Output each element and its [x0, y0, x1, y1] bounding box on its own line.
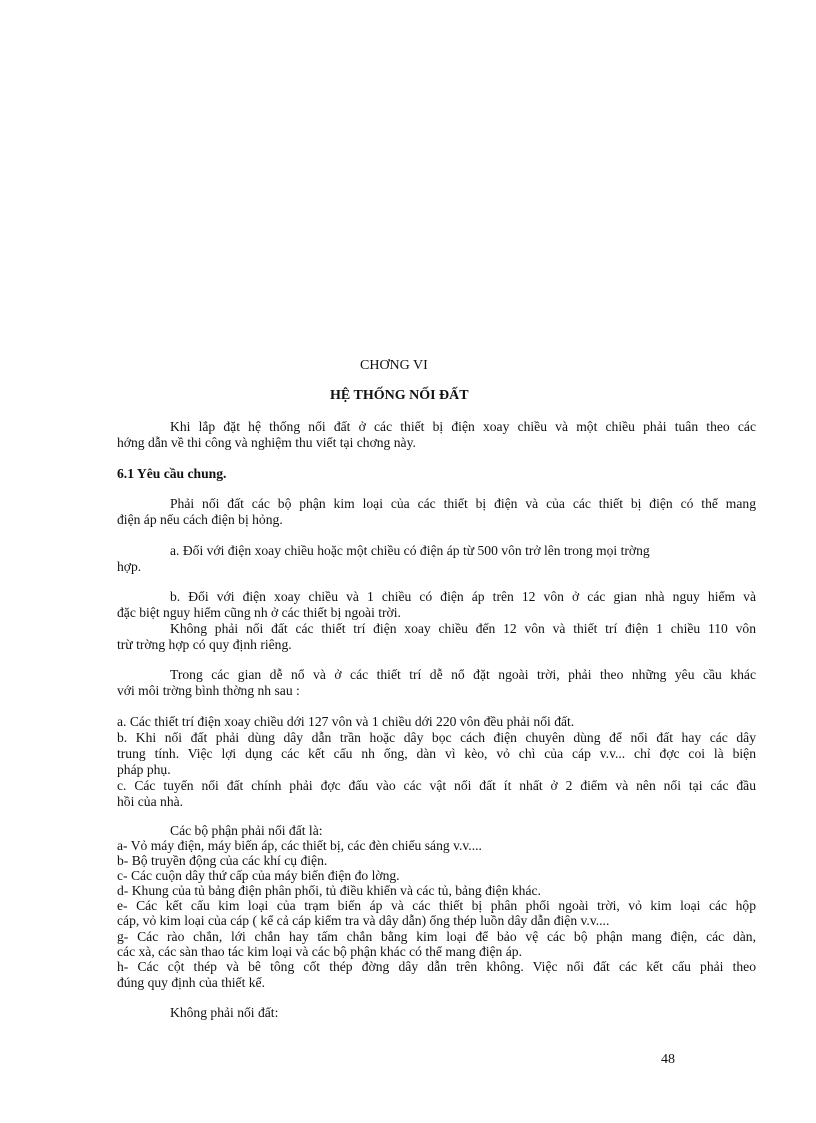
item-b-line-2: đặc biệt nguy hiểm cũng nh ở các thiết bị ngoài trời.	[117, 605, 401, 620]
explosive-item-b-line-3: pháp phụ.	[117, 762, 171, 777]
parts-item-h-line-1: h- Các cột thép và bê tông cốt thép đờng dây dẫn trên không. Việc nối đất các kết cấu phải theo	[117, 959, 756, 974]
intro-line-1: Khi lắp đặt hệ thống nối đất ở các thiết bị điện xoay chiều và một chiều phải tuân theo các	[170, 419, 756, 434]
parts-item-c: c- Các cuộn dây thứ cấp của máy biến điện đo lờng.	[117, 868, 400, 883]
paragraph-1-line-2: điện áp nếu cách điện bị hỏng.	[117, 512, 283, 527]
exception-line-2: trừ trờng hợp có quy định riêng.	[117, 637, 292, 652]
page-number: 48	[661, 1052, 675, 1067]
explosive-line-2: với môi trờng bình thờng nh sau :	[117, 683, 300, 698]
parts-item-g-line-2: các xà, các sàn thao tác kim loại và các bộ phận khác có thể mang điện áp.	[117, 944, 522, 959]
explosive-item-c-line-1: c. Các tuyến nối đất chính phải đợc đấu vào các vật nối đất ít nhất ở 2 điểm và nên nối tại các đầu	[117, 778, 756, 793]
parts-intro: Các bộ phận phải nối đất là:	[170, 823, 323, 838]
parts-item-e-line-2: cáp, vỏ kim loại của cáp ( kể cả cáp kiểm tra và dây dẫn) ống thép luồn dây dẫn điện v.v....	[117, 913, 610, 928]
chapter-number: CHƠNG VI	[360, 358, 428, 373]
not-grounded-heading: Không phải nối đất:	[170, 1005, 279, 1020]
parts-item-h-line-2: đúng quy định của thiết kế.	[117, 975, 265, 990]
explosive-item-b-line-1: b. Khi nối đất phải dùng dây dẫn trần hoặc dây bọc cách điện chuyên dùng để nối đất hay các dây	[117, 730, 756, 745]
intro-line-2: hớng dẫn về thi công và nghiệm thu viết tại chơng này.	[117, 435, 416, 450]
parts-item-a: a- Vỏ máy điện, máy biến áp, các thiết bị, các đèn chiếu sáng v.v....	[117, 838, 482, 853]
parts-item-e-line-1: e- Các kết cấu kim loại của trạm biến áp và các thiết bị phân phối ngoài trời, vỏ kim loại các hộp	[117, 898, 756, 913]
explosive-item-b-line-2: trung tính. Việc lợi dụng các kết cấu nh ống, dàn vì kèo, vỏ chì của cáp v.v... chỉ đợc coi là biện	[117, 746, 756, 761]
explosive-item-c-line-2: hồi của nhà.	[117, 794, 184, 809]
explosive-line-1: Trong các gian dễ nổ và ở các thiết trí dễ nổ đặt ngoài trời, phải theo những yêu cầu khác	[170, 667, 756, 682]
parts-item-g-line-1: g- Các rào chắn, lới chắn hay tấm chắn bằng kim loại để bảo vệ các bộ phận mang điện, các dàn,	[117, 929, 756, 944]
exception-line-1: Không phải nối đất các thiết trí điện xoay chiều đến 12 vôn và thiết trí điện 1 chiều 110 vôn	[170, 621, 756, 636]
item-a-line-2: hợp.	[117, 559, 142, 574]
item-a-line-1: a. Đối với điện xoay chiều hoặc một chiều có điện áp từ 500 vôn trở lên trong mọi trờng	[170, 543, 650, 558]
chapter-title: HỆ THỐNG NỐI ĐẤT	[330, 388, 469, 403]
paragraph-1-line-1: Phải nối đất các bộ phận kim loại của các thiết bị điện và của các thiết bị điện có thể mang	[170, 496, 756, 511]
explosive-item-a: a. Các thiết trí điện xoay chiều dới 127 vôn và 1 chiều dới 220 vôn đều phải nối đất.	[117, 714, 575, 729]
item-b-line-1: b. Đối với điện xoay chiều và 1 chiều có điện áp trên 12 vôn ở các gian nhà nguy hiểm và	[170, 589, 756, 604]
parts-item-d: d- Khung của tủ bảng điện phân phối, tủ điều khiển và các tủ, bảng điện khác.	[117, 883, 541, 898]
section-heading: 6.1 Yêu cầu chung.	[117, 466, 227, 481]
parts-item-b: b- Bộ truyền động của các khí cụ điện.	[117, 853, 328, 868]
